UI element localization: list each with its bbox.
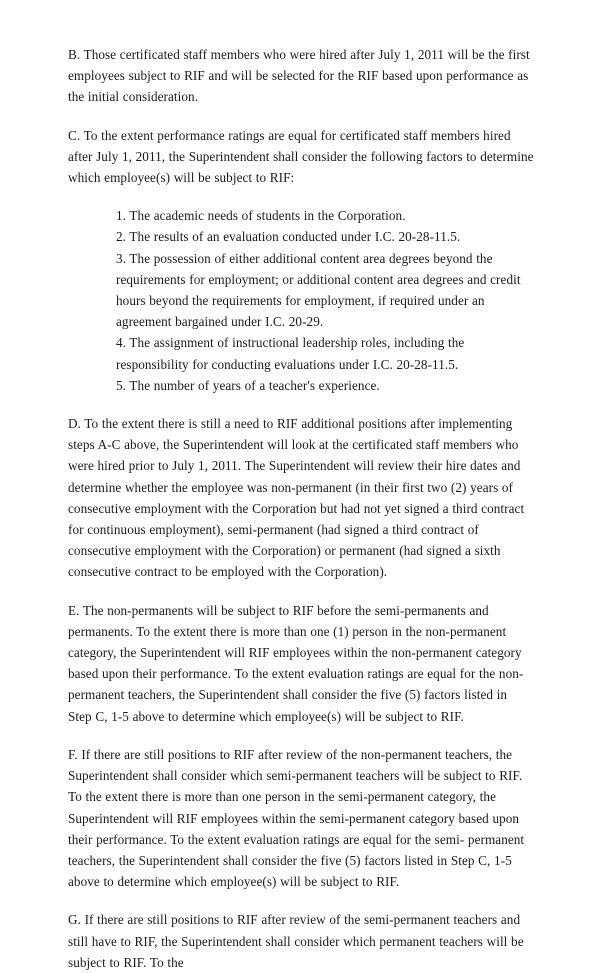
paragraph-e: E. The non-permanents will be subject to RIF before the semi-permanents and permanents. To the extent there is more than one (1) person in the non-permanent category, the Superintendent will RIF employees within the non-permanent category based upon their performance. To the extent evaluation ratings are equal for the non- permanent teachers, the Superintendent shall consider the five (5) factors listed in Step C, 1-5 above to determine which employee(s) will be subject to RIF. [68, 602, 524, 724]
list-item: 1. The academic needs of students in the Corporation. [116, 208, 406, 224]
paragraph-b: B. Those certificated staff members who were hired after July 1, 2011 will be the first employees subject to RIF and will be selected for the RIF based upon performance as the initial consideration. [68, 47, 530, 105]
paragraph-g: G. If there are still positions to RIF after review of the semi-permanent teachers and still have to RIF, the Superintendent shall consider which permanent teachers will be subject to RIF. To the [68, 912, 524, 970]
rif-factor-list [68, 205, 534, 396]
paragraph-c: C. To the extent performance ratings are equal for certificated staff members hired after July 1, 2011, the Superintendent shall consider the following factors to determine which employee(s) will be subject to RIF: [68, 127, 534, 186]
list-item: 2. The results of an evaluation conducted under I.C. 20-28-11.5. [116, 229, 461, 245]
paragraph-f: F. If there are still positions to RIF after review of the non-permanent teachers, the Superintendent shall consider which semi-permanent teachers will be subject to RIF. To the extent there is more than one person in the semi-permanent category, the Superintendent will RIF employees within the semi-permanent category based upon their performance. To the extent evaluation ratings are equal for the semi- permanent teachers, the Superintendent shall consider the five (5) factors listed in Step C, 1-5 above to determine which employee(s) will be subject to RIF. [68, 746, 525, 890]
list-item: 3. The possession of either additional content area degrees beyond the requirements for employment; or additional content area degrees and credit hours beyond the requirements for employment, if required under an agreement bargained under I.C. 20-29. [116, 250, 521, 330]
document-body [68, 44, 534, 973]
paragraph-d: D. To the extent there is still a need to RIF additional positions after implementing steps A-C above, the Superintendent will look at the certificated staff members who were hired prior to July 1, 2011. The Superintendent will review their hire dates and determine whether the employee was non-permanent (in their first two (2) years of consecutive employment with the Corporation but had not yet signed a third contract for continuous employment), semi-permanent (had signed a third contract of consecutive employment with the Corporation) or permanent (had signed a sixth consecutive contract to be employed with the Corporation). [68, 416, 525, 580]
list-item: 4. The assignment of instructional leadership roles, including the responsibility for conducting evaluations under I.C. 20-28-11.5. [116, 335, 465, 372]
list-item: 5. The number of years of a teacher's experience. [116, 377, 380, 393]
